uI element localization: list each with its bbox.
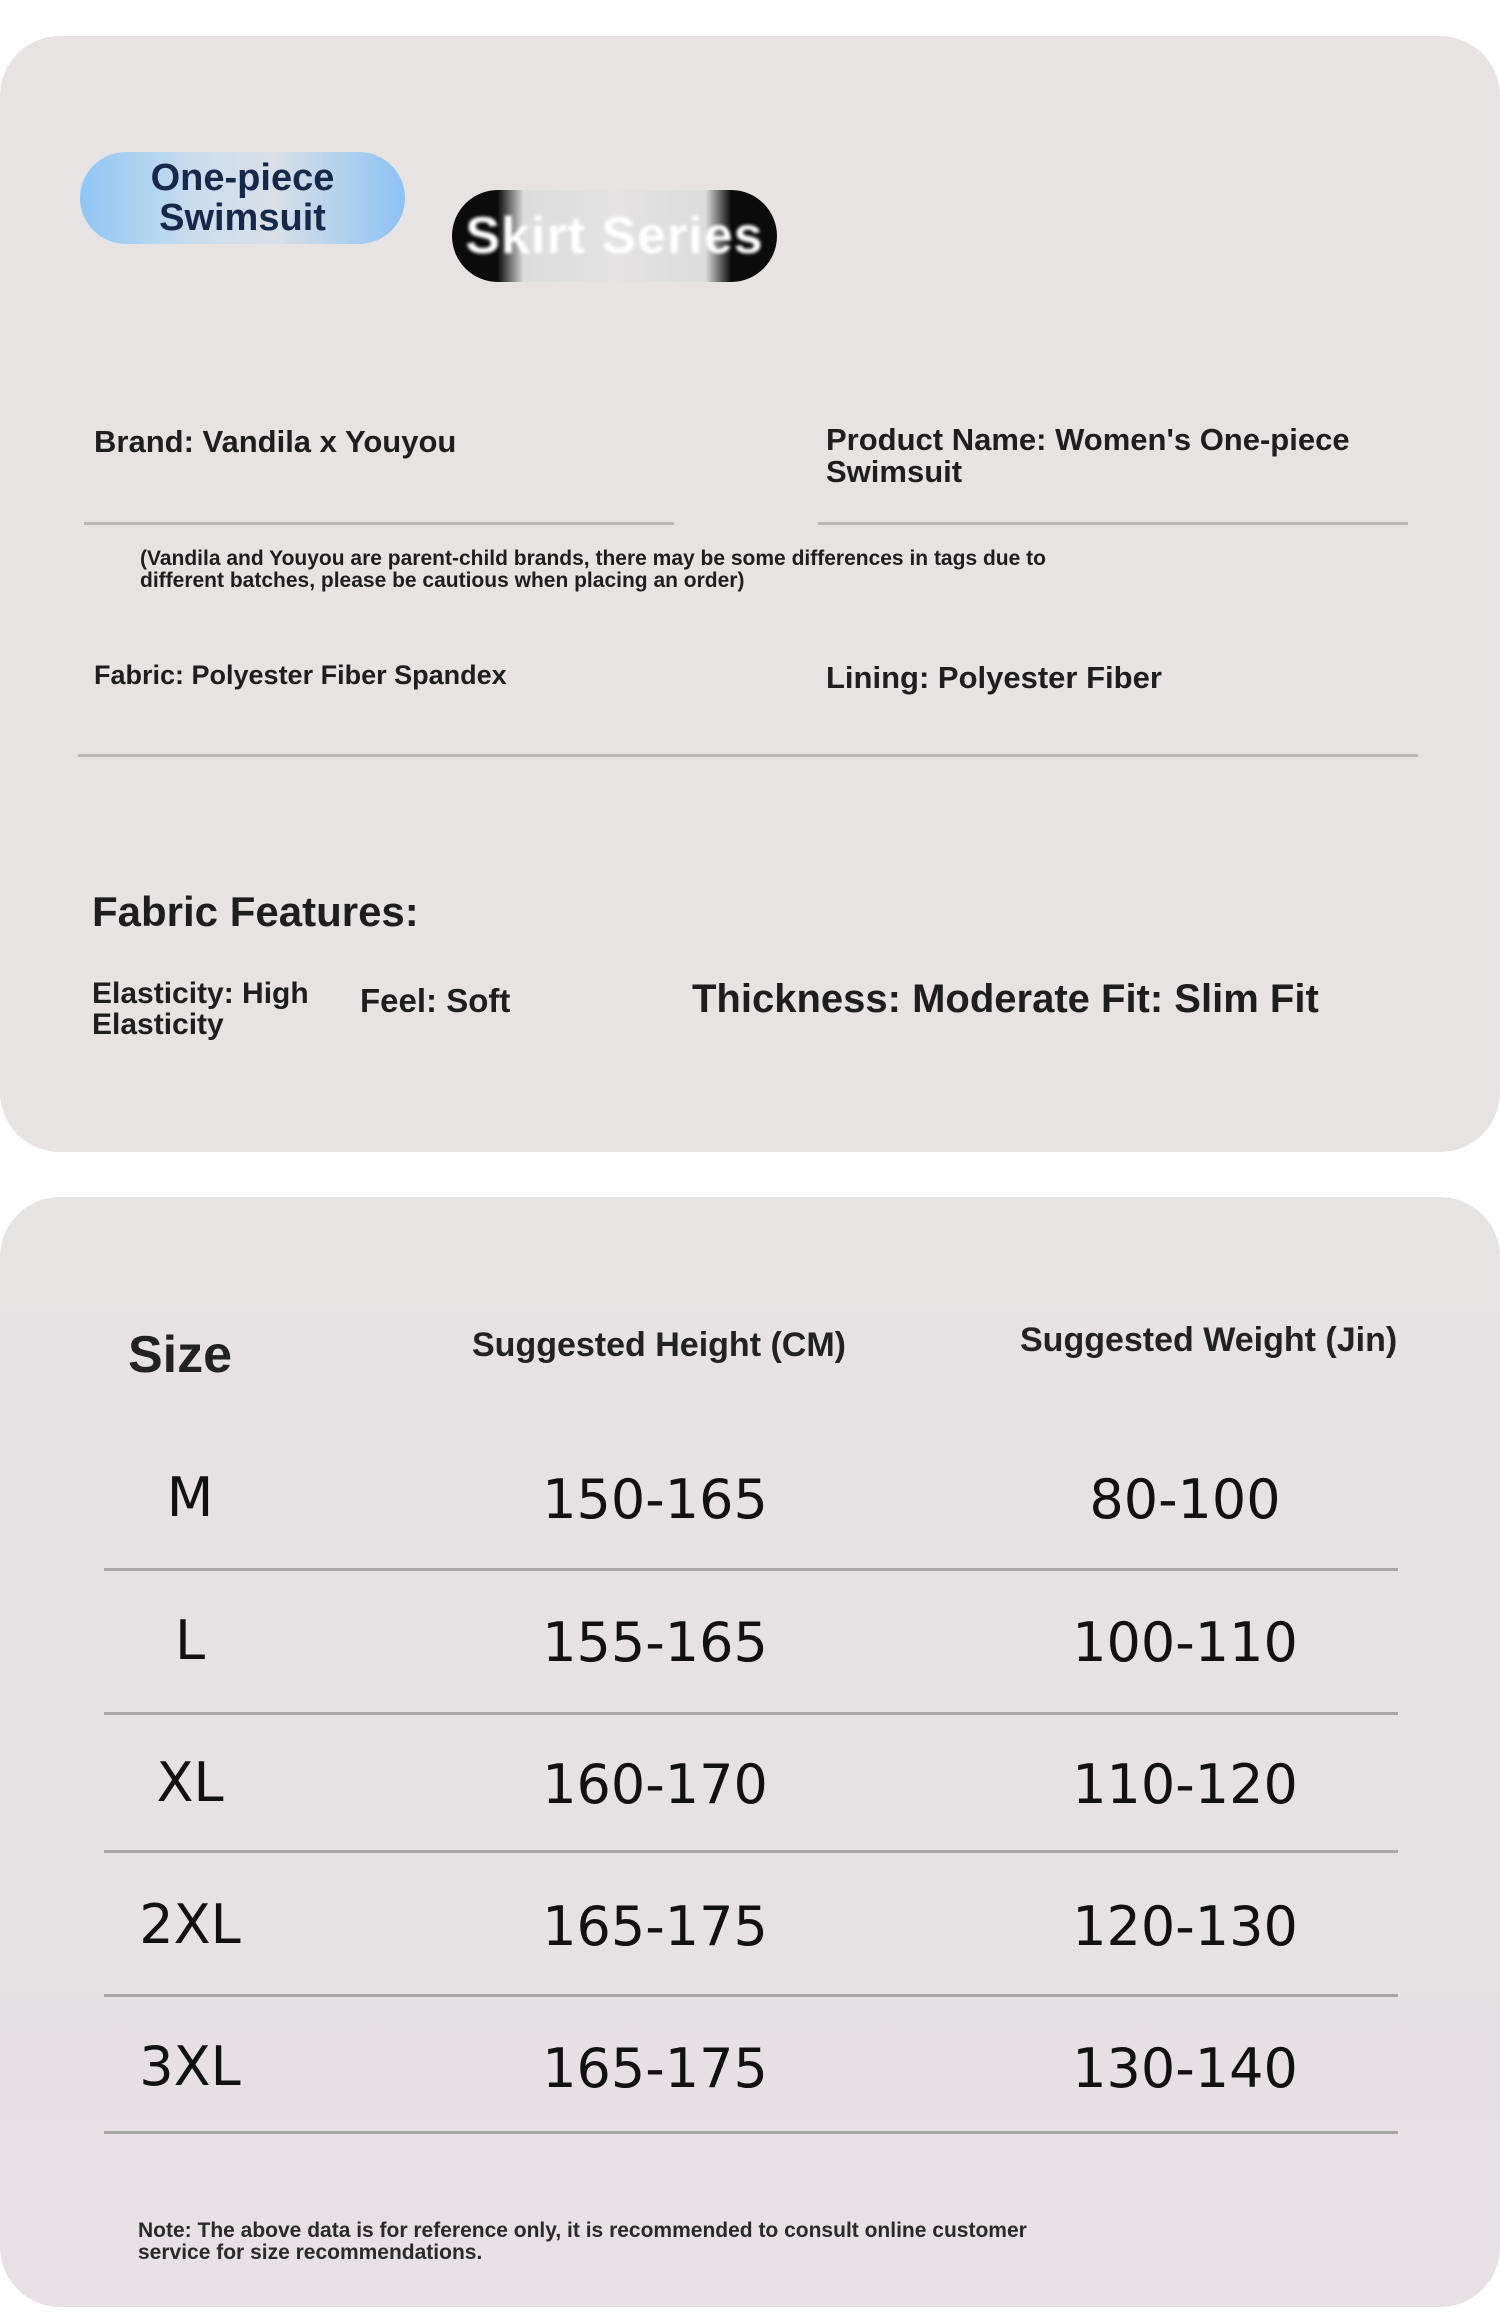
brand-label: Brand: Vandila x Youyou [94, 424, 457, 459]
cell-weight: 110-120 [1072, 1753, 1298, 1816]
cell-height: 160-170 [542, 1753, 768, 1816]
cell-size: 2XL [139, 1893, 241, 1956]
cell-weight: 100-110 [1072, 1611, 1298, 1674]
row-divider [104, 1568, 1398, 1571]
cell-weight: 130-140 [1072, 2037, 1298, 2100]
brand-note: (Vandila and Youyou are parent-child brands, there may be some differences in tags due to different batches, please be cautious when placing an order) [140, 547, 1046, 592]
cell-height: 155-165 [542, 1611, 768, 1674]
cell-weight: 120-130 [1072, 1895, 1298, 1958]
fabric-features-title: Fabric Features: [92, 888, 419, 935]
cell-weight: 80-100 [1089, 1468, 1281, 1531]
tab-skirt-series[interactable] [452, 190, 777, 282]
divider [818, 522, 1408, 525]
tab-skirt-label: Skirt Series [465, 207, 764, 265]
lining-label: Lining: Polyester Fiber [826, 660, 1162, 695]
cell-size: M [166, 1466, 214, 1529]
size-note: Note: The above data is for reference only, it is recommended to consult online customer service for size recommendations. [138, 2219, 1027, 2264]
product-name-label: Product Name: Women's One-piece Swimsuit [826, 422, 1350, 489]
tab-one-piece-label: One-piece Swimsuit [150, 157, 335, 239]
row-divider [104, 1850, 1398, 1853]
row-divider [104, 2131, 1398, 2134]
header-height: Suggested Height (CM) [472, 1326, 846, 1364]
elasticity-label: Elasticity: High Elasticity [92, 977, 309, 1041]
thickness-fit-label: Thickness: Moderate Fit: Slim Fit [692, 977, 1319, 1021]
tab-one-piece-swimsuit[interactable] [80, 152, 405, 244]
cell-height: 165-175 [542, 1895, 768, 1958]
header-weight: Suggested Weight (Jin) [1020, 1321, 1398, 1359]
divider [84, 522, 674, 525]
cell-height: 165-175 [542, 2037, 768, 2100]
header-size: Size [128, 1326, 233, 1384]
cell-size: XL [156, 1751, 224, 1814]
row-divider [104, 1712, 1398, 1715]
cell-size: 3XL [139, 2035, 241, 2098]
cell-size: L [174, 1609, 206, 1672]
cell-height: 150-165 [542, 1468, 768, 1531]
feel-label: Feel: Soft [360, 982, 511, 1019]
fabric-label: Fabric: Polyester Fiber Spandex [94, 660, 507, 690]
row-divider [104, 1994, 1398, 1997]
divider [78, 754, 1418, 757]
